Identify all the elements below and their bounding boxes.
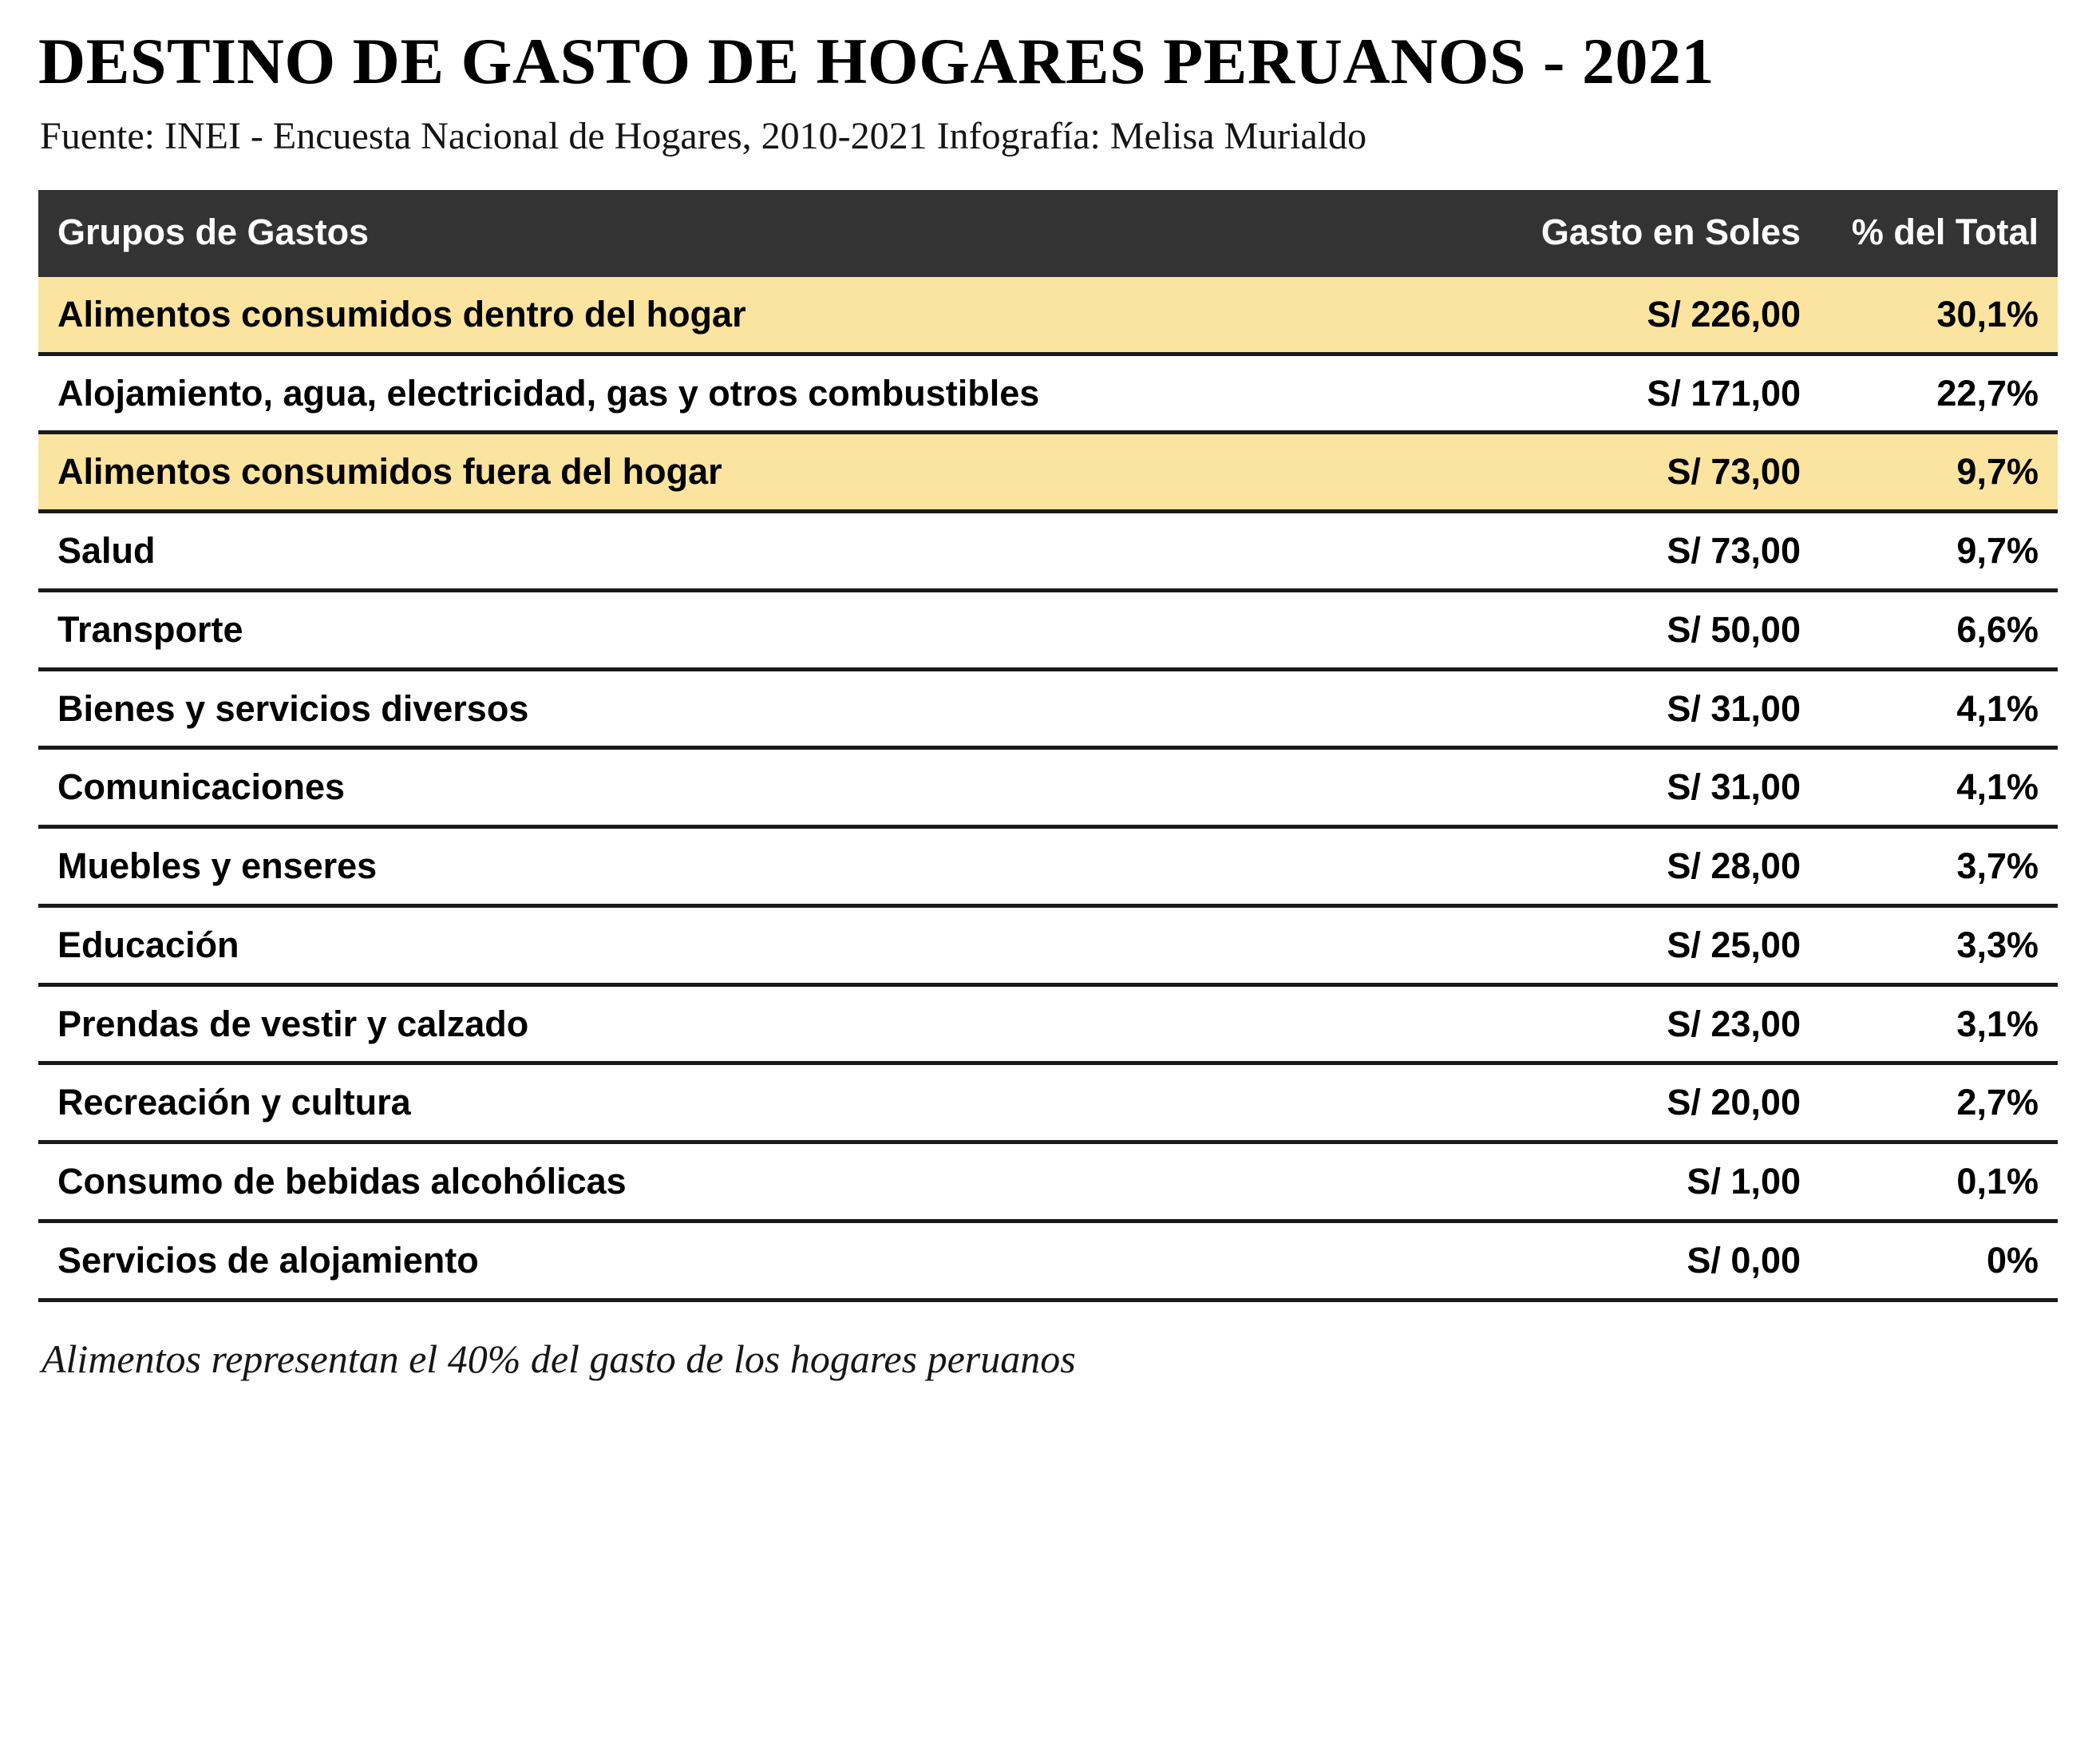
table-row — [38, 1221, 2058, 1300]
cell-percent-total: 9,7% — [1820, 512, 2058, 591]
table-row — [38, 905, 2058, 984]
cell-percent-total: 4,1% — [1820, 669, 2058, 748]
column-header-group: Grupos de Gastos — [57, 211, 370, 252]
cell-amount-soles: S/ 171,00 — [1478, 354, 1820, 433]
cell-percent-total: 22,7% — [1820, 354, 2058, 433]
table-row — [38, 748, 2058, 827]
column-header-amount: Gasto en Soles — [1540, 211, 1801, 252]
table-row — [38, 827, 2058, 906]
table-header-row — [38, 190, 2058, 277]
cell-percent-total: 4,1% — [1820, 748, 2058, 827]
cell-expense-group: Consumo de bebidas alcohólicas — [38, 1142, 1478, 1221]
cell-expense-group: Bienes y servicios diversos — [38, 669, 1478, 748]
cell-amount-soles: S/ 31,00 — [1478, 748, 1820, 827]
cell-percent-total: 0,1% — [1820, 1142, 2058, 1221]
cell-percent-total: 3,3% — [1820, 905, 2058, 984]
cell-expense-group: Comunicaciones — [38, 748, 1478, 827]
cell-amount-soles: S/ 20,00 — [1478, 1063, 1820, 1142]
cell-expense-group: Educación — [38, 905, 1478, 984]
table-row — [38, 590, 2058, 669]
cell-expense-group: Alimentos consumidos fuera del hogar — [38, 433, 1478, 512]
cell-amount-soles: S/ 226,00 — [1478, 277, 1820, 354]
footnote: Alimentos representan el 40% del gasto de los hogares peruanos — [42, 1336, 1076, 1381]
page-title: DESTINO DE GASTO DE HOGARES PERUANOS - 2021 — [38, 25, 1714, 97]
cell-percent-total: 9,7% — [1820, 433, 2058, 512]
cell-amount-soles: S/ 50,00 — [1478, 590, 1820, 669]
table-row — [38, 1142, 2058, 1221]
cell-expense-group: Servicios de alojamiento — [38, 1221, 1478, 1300]
cell-percent-total: 0% — [1820, 1221, 2058, 1300]
source-subtitle: Fuente: INEI - Encuesta Nacional de Hogares, 2010-2021 Infografía: Melisa Murialdo — [40, 115, 1367, 158]
cell-amount-soles: S/ 1,00 — [1478, 1142, 1820, 1221]
cell-amount-soles: S/ 73,00 — [1478, 512, 1820, 591]
cell-expense-group: Muebles y enseres — [38, 827, 1478, 906]
cell-percent-total: 6,6% — [1820, 590, 2058, 669]
table-row — [38, 1063, 2058, 1142]
cell-amount-soles: S/ 0,00 — [1478, 1221, 1820, 1300]
cell-amount-soles: S/ 28,00 — [1478, 827, 1820, 906]
cell-expense-group: Recreación y cultura — [38, 1063, 1478, 1142]
table-row — [38, 354, 2058, 433]
column-header-percent: % del Total — [1851, 211, 2039, 252]
table-row — [38, 433, 2058, 512]
cell-expense-group: Alimentos consumidos dentro del hogar — [38, 277, 1478, 354]
cell-expense-group: Salud — [38, 512, 1478, 591]
cell-percent-total: 30,1% — [1820, 277, 2058, 354]
cell-expense-group: Alojamiento, agua, electricidad, gas y otros combustibles — [38, 354, 1478, 433]
cell-expense-group: Transporte — [38, 590, 1478, 669]
table-row — [38, 277, 2058, 354]
cell-amount-soles: S/ 31,00 — [1478, 669, 1820, 748]
cell-amount-soles: S/ 25,00 — [1478, 905, 1820, 984]
cell-amount-soles: S/ 73,00 — [1478, 433, 1820, 512]
table-row — [38, 984, 2058, 1063]
table-header — [38, 190, 2058, 277]
cell-percent-total: 3,7% — [1820, 827, 2058, 906]
table-row — [38, 512, 2058, 591]
cell-expense-group: Prendas de vestir y calzado — [38, 984, 1478, 1063]
table-row — [38, 669, 2058, 748]
expense-table — [38, 190, 2058, 1302]
cell-percent-total: 2,7% — [1820, 1063, 2058, 1142]
cell-amount-soles: S/ 23,00 — [1478, 984, 1820, 1063]
table-body — [38, 277, 2058, 1300]
cell-percent-total: 3,1% — [1820, 984, 2058, 1063]
